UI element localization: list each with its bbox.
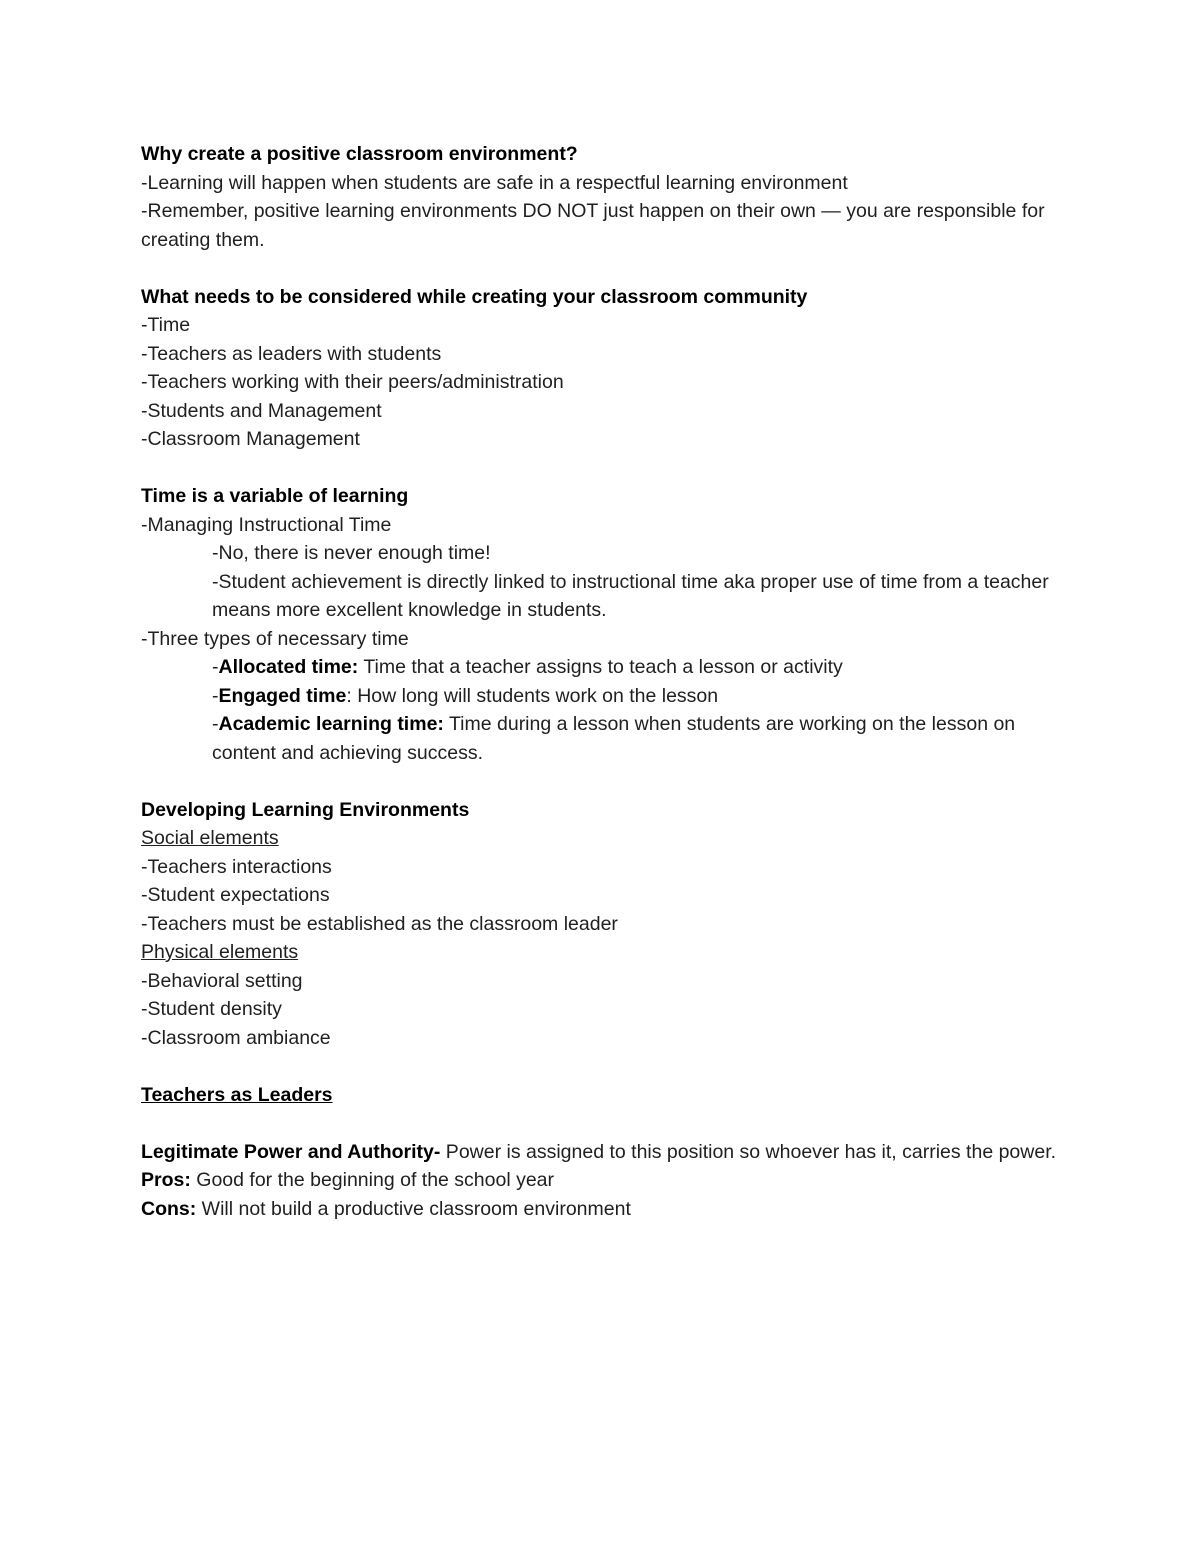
time-type-allocated — [141, 653, 1061, 682]
desc-pros: Good for the beginning of the school year — [190, 1169, 555, 1191]
managing-time: -Managing Instructional Time — [141, 513, 392, 536]
desc-engaged: : How long will students work on the lesson — [346, 684, 719, 707]
cons-line — [141, 1195, 1061, 1224]
three-types: -Three types of necessary time — [141, 627, 409, 650]
managing-sub-item: -No, there is never enough time! — [212, 542, 491, 564]
why-line-1: -Learning will happen when students are safe in a respectful learning environment — [141, 171, 848, 194]
physical-item: -Student density — [141, 998, 282, 1020]
considered-item: -Time — [141, 314, 191, 336]
heading-developing: Developing Learning Environments — [141, 798, 470, 821]
social-item: -Teachers must be established as the classroom leader — [141, 912, 618, 935]
managing-sub-item: -Student achievement is directly linked to instructional time aka proper use of time from a teacher means more excellent knowledge in students. — [212, 570, 1049, 621]
spacer — [141, 1109, 1061, 1138]
heading-considered: What needs to be considered while creating your classroom community — [141, 285, 808, 308]
physical-elements-label: Physical elements — [141, 941, 299, 963]
dash: - — [212, 684, 219, 707]
considered-item: -Classroom Management — [141, 428, 360, 450]
desc-allocated: Time that a teacher assigns to teach a lesson or activity — [358, 656, 843, 678]
term-legitimate: Legitimate Power and Authority- — [141, 1140, 441, 1163]
social-item: -Teachers interactions — [141, 855, 332, 878]
document-body — [141, 140, 1061, 1223]
spacer — [141, 454, 1061, 483]
social-elements-label: Social elements — [141, 827, 279, 849]
time-type-academic — [141, 710, 1061, 767]
legitimate-power — [141, 1138, 1061, 1167]
social-item: -Student expectations — [141, 884, 330, 906]
heading-why: Why create a positive classroom environment? — [141, 143, 578, 165]
desc-legitimate: Power is assigned to this position so whoever has it, carries the power. — [440, 1140, 1057, 1163]
spacer — [141, 767, 1061, 796]
heading-time: Time is a variable of learning — [141, 485, 409, 507]
considered-item: -Teachers working with their peers/administration — [141, 371, 564, 393]
time-type-engaged — [141, 682, 1061, 711]
physical-item: -Classroom ambiance — [141, 1026, 331, 1049]
spacer — [141, 254, 1061, 283]
term-academic: Academic learning time: — [218, 713, 444, 735]
heading-leaders: Teachers as Leaders — [141, 1083, 333, 1106]
physical-item: -Behavioral setting — [141, 969, 303, 992]
spacer — [141, 1052, 1061, 1081]
desc-academic: Time during a lesson when students are working on the lesson on content and achieving success. — [212, 713, 1016, 764]
dash: - — [212, 713, 219, 735]
term-allocated: Allocated time: — [218, 656, 359, 678]
considered-item: -Teachers as leaders with students — [141, 342, 442, 365]
term-cons: Cons: — [141, 1197, 197, 1220]
term-pros: Pros: — [141, 1169, 191, 1191]
considered-item: -Students and Management — [141, 399, 382, 422]
pros-line — [141, 1166, 1061, 1195]
desc-cons: Will not build a productive classroom environment — [196, 1197, 631, 1220]
term-engaged: Engaged time — [218, 684, 347, 707]
why-line-2: -Remember, positive learning environments DO NOT just happen on their own — you are responsible for creating them. — [141, 200, 1045, 251]
dash: - — [212, 656, 219, 678]
